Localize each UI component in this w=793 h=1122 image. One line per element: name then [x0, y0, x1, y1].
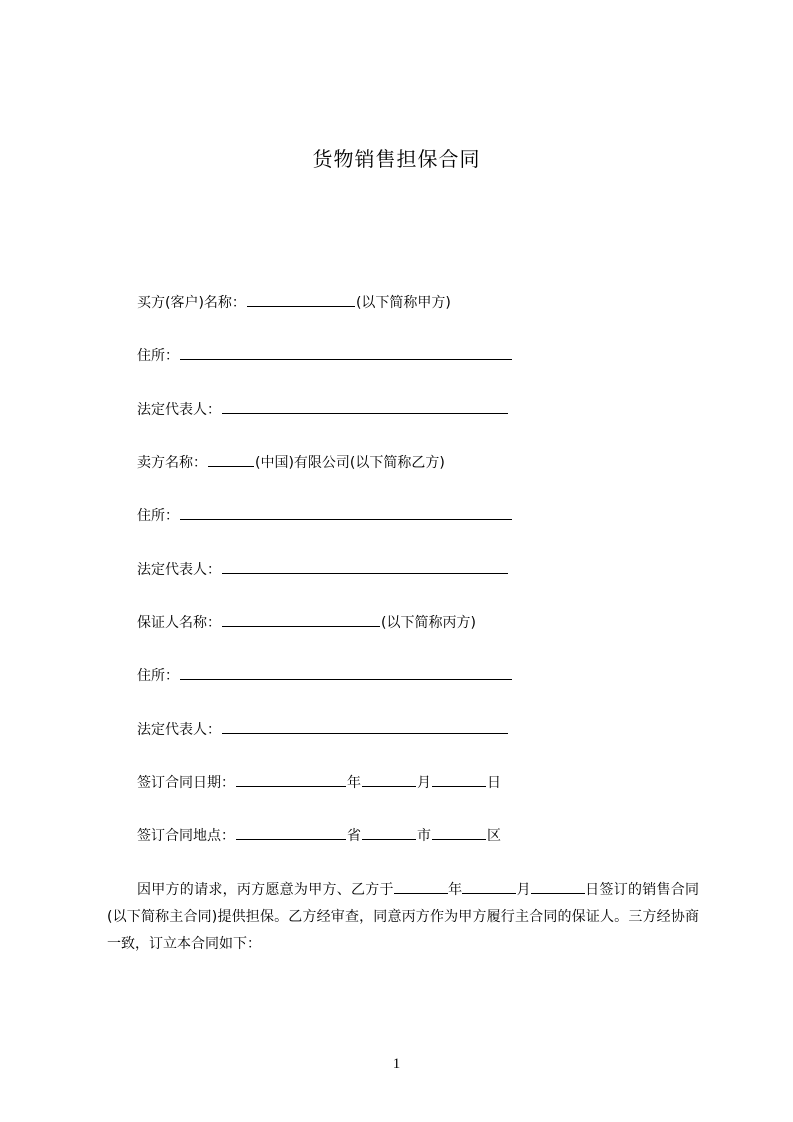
district-unit: 区: [487, 828, 501, 844]
main-contract-month-blank[interactable]: [462, 879, 516, 894]
city-unit: 市: [417, 828, 431, 844]
guarantor-name-blank[interactable]: [222, 612, 380, 627]
buyer-name-blank[interactable]: [247, 292, 355, 307]
guarantor-rep-blank[interactable]: [222, 719, 508, 734]
sign-place-line: [137, 825, 501, 845]
buyer-rep-label: 法定代表人：: [137, 402, 221, 418]
month-unit: 月: [516, 882, 531, 898]
buyer-name-suffix: (以下简称甲方): [355, 295, 451, 311]
buyer-name-label: 买方(客户)名称：: [137, 295, 246, 311]
seller-name-blank[interactable]: [208, 452, 254, 467]
seller-name-suffix: (中国)有限公司(以下简称乙方): [255, 455, 445, 471]
province-blank[interactable]: [236, 825, 346, 840]
sign-place-label: 签订合同地点：: [137, 828, 235, 844]
year-unit: 年: [347, 775, 361, 791]
guarantor-name-label: 保证人名称：: [137, 615, 221, 631]
guarantor-name-line: [137, 612, 476, 632]
buyer-rep-line: [137, 399, 509, 419]
province-unit: 省: [347, 828, 361, 844]
seller-rep-line: [137, 559, 509, 579]
buyer-name-line: [137, 292, 451, 312]
seller-rep-blank[interactable]: [222, 559, 508, 574]
sign-date-label: 签订合同日期：: [137, 775, 235, 791]
document-title: 货物销售担保合同: [312, 147, 481, 171]
guarantor-rep-line: [137, 719, 509, 739]
preamble-text-1: 因甲方的请求，丙方愿意为甲方、乙方于: [137, 882, 394, 898]
preamble-text-2: 日签订的销售合同(以下简称主合同)提供担保。乙方经审查，同意丙方作为甲方履行主合同的保证人。三方经协商一致，订立本合同如下：: [107, 882, 700, 952]
guarantor-address-blank[interactable]: [180, 665, 512, 680]
preamble-paragraph: [107, 877, 699, 958]
seller-name-line: [137, 452, 445, 472]
city-blank[interactable]: [362, 825, 416, 840]
buyer-address-blank[interactable]: [180, 345, 512, 360]
day-unit: 日: [487, 775, 501, 791]
buyer-rep-blank[interactable]: [222, 399, 508, 414]
district-blank[interactable]: [432, 825, 486, 840]
sign-date-line: [137, 772, 501, 792]
year-unit: 年: [447, 882, 463, 898]
guarantor-name-suffix: (以下简称丙方): [381, 615, 476, 631]
seller-address-label: 住所：: [137, 508, 179, 524]
guarantor-rep-label: 法定代表人：: [137, 722, 221, 738]
buyer-address-label: 住所：: [137, 348, 179, 364]
seller-rep-label: 法定代表人：: [137, 562, 221, 578]
main-contract-day-blank[interactable]: [531, 879, 585, 894]
seller-address-line: [137, 505, 513, 525]
main-contract-year-blank[interactable]: [394, 879, 448, 894]
seller-name-label: 卖方名称：: [137, 455, 207, 471]
seller-address-blank[interactable]: [180, 505, 512, 520]
guarantor-address-line: [137, 665, 513, 685]
sign-year-blank[interactable]: [236, 772, 346, 787]
page-number: 1: [392, 1056, 401, 1072]
sign-day-blank[interactable]: [432, 772, 486, 787]
month-unit: 月: [417, 775, 431, 791]
guarantor-address-label: 住所：: [137, 668, 179, 684]
buyer-address-line: [137, 345, 513, 365]
sign-month-blank[interactable]: [362, 772, 416, 787]
